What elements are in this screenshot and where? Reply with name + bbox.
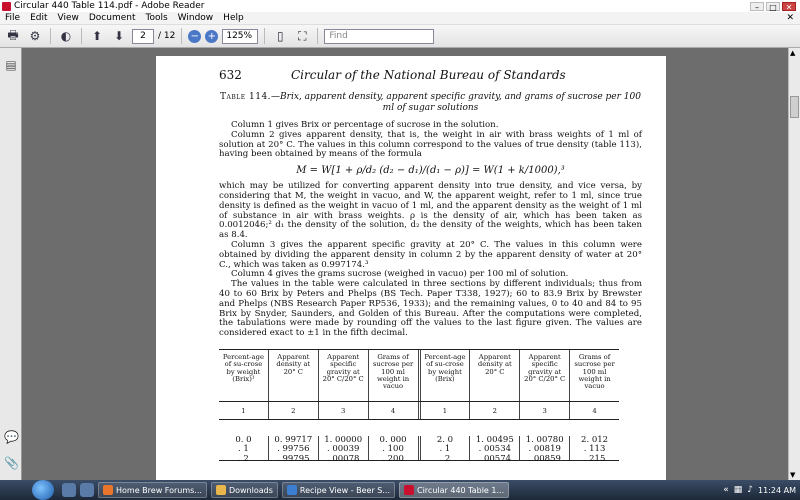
toolbar-divider: [81, 28, 82, 44]
toolbar-divider: [50, 28, 51, 44]
density-formula: M = W[1 + ρ/d₂ (d₂ − d₁)/(d₁ − ρ)] = W(1 + k/1000),³: [296, 165, 565, 177]
page-header: [219, 68, 642, 82]
paragraph: Column 1 gives Brix or percentage of sucrose in the solution.: [231, 120, 499, 130]
table-cell: 1. 00000: [324, 434, 363, 445]
menu-window[interactable]: Window: [177, 13, 214, 23]
table-column: [470, 434, 520, 464]
print-icon[interactable]: 🖶: [7, 27, 19, 42]
table-column: [219, 434, 269, 464]
task-label: Circular 440 Table 1...: [417, 485, 505, 495]
table-cell: 2. 012: [581, 434, 609, 445]
start-button[interactable]: [32, 480, 54, 500]
paragraph: Column 2 gives apparent density, that is, the weight in air with brass weights of 1 ml of solution at 20° C. The values in this column correspond to the values of true density (table 113), having been obtained by means of the formula: [219, 129, 642, 160]
task-label: Home Brew Forums...: [116, 485, 202, 495]
toolbar-divider: [181, 28, 182, 44]
menu-tools[interactable]: Tools: [145, 13, 168, 23]
maximize-button[interactable]: □: [766, 2, 780, 11]
table-cell: . 2: [238, 453, 249, 464]
menu-bar: [0, 12, 800, 25]
window-controls: [750, 2, 800, 11]
table-header-cell: Apparent specific gravity at 20° C/20° C: [319, 350, 369, 401]
scrollbar-thumb[interactable]: [790, 96, 799, 118]
collaborate-icon[interactable]: ◐: [60, 29, 72, 43]
paragraph: Column 4 gives the grams sucrose (weighed in vacuo) per 100 ml of solution.: [231, 269, 569, 280]
taskbar-task-button[interactable]: [98, 482, 207, 498]
table-cell: . 1: [238, 444, 249, 455]
table-column: [421, 434, 471, 464]
task-app-icon: [103, 485, 113, 495]
paragraph: Column 3 gives the apparent specific gravity at 20° C. The values in this column were obtained by dividing the apparent density in column 2 by the apparent density of water at 20° C., which was taken as 0.997174.³: [219, 239, 642, 270]
vertical-scrollbar[interactable]: [788, 48, 800, 480]
navigation-panel: [0, 48, 22, 480]
table-header-cell: Apparent specific gravity at 20° C/20° C: [520, 350, 570, 401]
menu-document[interactable]: Document: [88, 13, 136, 23]
comments-icon[interactable]: 💬: [4, 430, 19, 444]
paragraph: The values in the table were calculated in three sections by different individuals; thus from 40 to 60 Brix by Peters and Phelps (BS Tech. Paper T338, 1927); 60 to 83.9 Brix by Brewster and Phelps (NBS Research Paper RP536, 1933); and the remaining values, 0 to 40 and 84 to 95 Brix by Snyder, Saunders, and Golden of this Bureau. After the computations were completed, the tabulations were made by rounding off the values to the last figure given. The values are considered exact to ±1 in the fifth decimal.: [219, 279, 642, 339]
page-number: 632: [219, 68, 242, 82]
table-column: [369, 434, 421, 464]
next-page-icon[interactable]: ⬇: [113, 29, 125, 43]
page-number-input[interactable]: 2: [132, 29, 154, 44]
find-input[interactable]: Find: [324, 29, 434, 44]
window-titlebar: [0, 0, 800, 12]
quick-launch: [62, 483, 94, 497]
system-tray: [723, 485, 800, 495]
column-number: 1: [421, 402, 471, 419]
zoom-level-input[interactable]: 125%: [222, 29, 258, 44]
table-cell: . 00574: [478, 453, 512, 464]
scroll-up-icon[interactable]: ▲: [790, 49, 796, 57]
table-header-cell: Percent-age of su-crose by weight (Brix): [421, 350, 471, 401]
table-cell: . 100: [382, 444, 404, 455]
task-app-icon: [216, 485, 226, 495]
task-label: Recipe View - Beer S...: [299, 485, 390, 495]
table-column: [520, 434, 570, 464]
table-cell: . 1: [439, 444, 451, 455]
toolbar-divider: [264, 28, 265, 44]
running-title: Circular of the National Bureau of Standards: [291, 68, 566, 82]
menu-edit[interactable]: Edit: [30, 13, 48, 23]
switch-windows-icon[interactable]: [80, 483, 94, 497]
table-column: [269, 434, 319, 464]
zoom-out-icon[interactable]: −: [188, 30, 201, 43]
table-cell: . 99795: [277, 453, 310, 464]
menu-file[interactable]: File: [5, 13, 21, 23]
table-cell: . 00534: [478, 444, 512, 455]
taskbar-task-button[interactable]: [211, 482, 278, 498]
table-header-row: [219, 350, 619, 402]
menu-help[interactable]: Help: [223, 13, 244, 23]
table-cell: 1. 00495: [475, 434, 514, 445]
table-cell: . 113: [583, 444, 606, 455]
menu-view[interactable]: View: [57, 13, 79, 23]
table-cell: . 00078: [326, 453, 360, 464]
toolbar-divider: [317, 28, 318, 44]
clock[interactable]: 11:24 AM: [758, 485, 796, 495]
show-desktop-icon[interactable]: [62, 483, 76, 497]
table-header-cell: Percent-age of su-crose by weight (Brix)¹: [219, 350, 269, 401]
table-cell: . 99756: [277, 444, 310, 455]
table-header-cell: Apparent density at 20° C: [269, 350, 319, 401]
page-total: / 12: [158, 31, 176, 41]
task-app-icon: [404, 485, 414, 495]
table-title: [219, 92, 642, 114]
table-cell: . 2: [439, 453, 451, 464]
taskbar-tasks: [94, 482, 509, 498]
paragraph: which may be utilized for converting apparent density into true density, and vice versa, by considering that M, the weight in vacuo, and W, the apparent weight, refer to 1 ml, since true density is defined as the weight in vacuo of 1 ml, and the apparent density as the weight of 1 ml of substance in air with brass weights. ρ is the density of air, which has been taken as 0.0012046;² d₁ the density of the solution, d₂ the density of the weights, which has been taken as 8.4.: [219, 181, 642, 241]
table-header-cell: Apparent density at 20° C: [470, 350, 520, 401]
column-number: 2: [269, 402, 319, 419]
table-header-cell: Grams of sucrose per 100 ml weight in vacuo: [574, 352, 615, 391]
adobe-reader-icon: [2, 2, 11, 11]
full-screen-icon[interactable]: ⛶: [298, 28, 307, 43]
zoom-in-icon[interactable]: +: [205, 30, 218, 43]
table-title-label: Table 114.: [220, 92, 272, 102]
fit-page-icon[interactable]: ▯: [277, 29, 284, 43]
table-cell: 0. 0: [235, 434, 252, 445]
column-number: 1: [219, 402, 269, 419]
toolbar: [0, 25, 800, 48]
previous-page-icon[interactable]: ⬆: [91, 29, 103, 43]
table-cell: 0. 000: [379, 434, 407, 445]
table-header-cell: Grams of sucrose per 100 ml weight in vacuo: [369, 350, 421, 401]
table-cell: . 200: [382, 453, 404, 464]
create-pdf-icon[interactable]: ⚙: [29, 29, 41, 43]
data-table: [219, 349, 619, 464]
taskbar-task-button[interactable]: [399, 482, 509, 498]
document-viewport[interactable]: [22, 48, 788, 480]
task-label: Downloads: [228, 485, 273, 495]
column-number: 3: [520, 402, 570, 419]
minimize-button[interactable]: –: [750, 2, 764, 11]
close-document-button[interactable]: ✕: [786, 13, 794, 23]
table-cell: . 00819: [528, 444, 561, 455]
window-title: Circular 440 Table 114.pdf - Adobe Reader: [14, 1, 205, 11]
table-cell: 0. 99717: [274, 434, 313, 445]
table-title-text: —Brix, apparent density, apparent specific gravity, and grams of sucrose per 100 ml of sugar solutions: [271, 92, 641, 113]
task-app-icon: [287, 485, 297, 495]
network-icon[interactable]: ▦: [733, 485, 743, 495]
column-number: 2: [470, 402, 520, 419]
table-cell: . 215: [583, 453, 606, 464]
taskbar-task-button[interactable]: [282, 482, 395, 498]
table-cell: 1. 00780: [525, 434, 564, 445]
column-number: 3: [319, 402, 369, 419]
pdf-page: [156, 56, 666, 480]
volume-icon[interactable]: ♪: [747, 485, 754, 495]
table-cell: 2. 0: [436, 434, 454, 445]
column-number: 4: [369, 402, 421, 419]
table-column: [319, 434, 369, 464]
table-cell: . 00859: [528, 453, 561, 464]
scroll-down-icon[interactable]: ▼: [790, 471, 796, 479]
pages-panel-icon[interactable]: ▤: [5, 58, 17, 72]
table-column: [570, 434, 619, 464]
table-body: [219, 420, 619, 464]
close-button[interactable]: ✕: [782, 2, 796, 11]
attachments-icon[interactable]: 📎: [4, 456, 19, 470]
expand-tray-icon[interactable]: «: [723, 485, 729, 495]
table-column-number-row: [219, 402, 619, 420]
column-number: 4: [592, 406, 597, 415]
table-cell: . 00039: [326, 444, 360, 455]
windows-taskbar: [0, 480, 800, 500]
